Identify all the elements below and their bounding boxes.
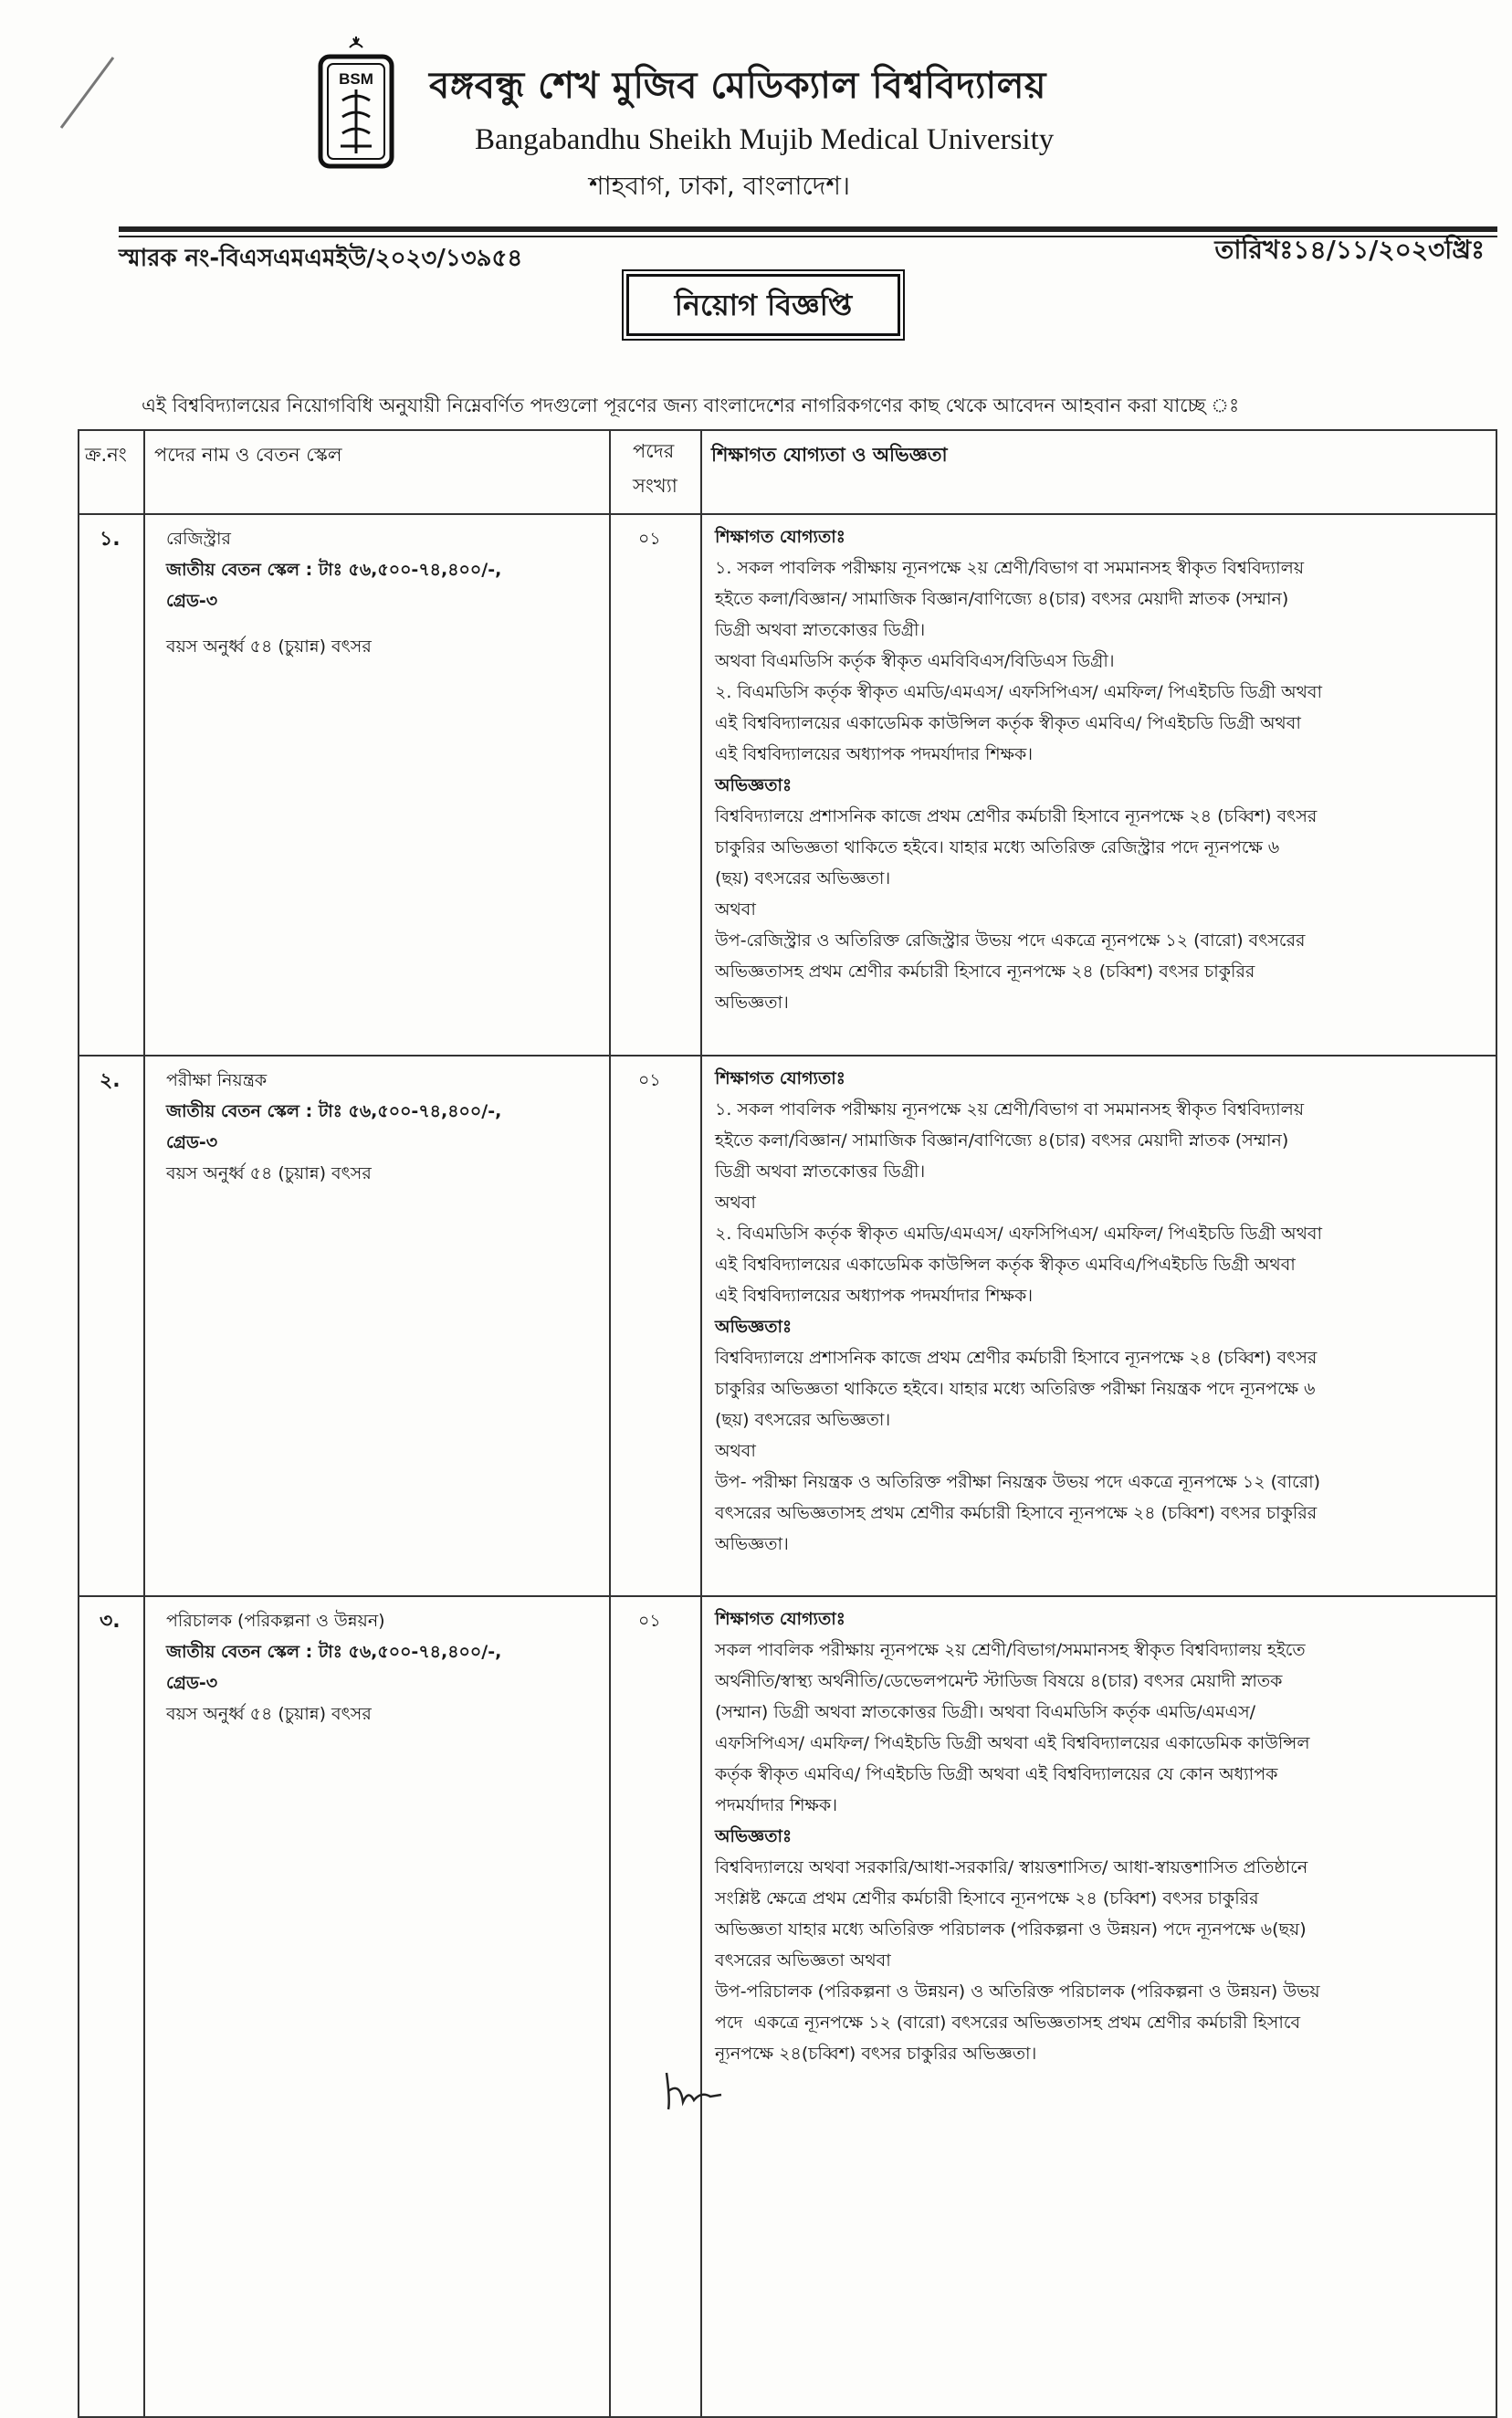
university-address: শাহবাগ, ঢাকা, বাংলাদেশ। bbox=[589, 171, 850, 201]
qualification-line: কর্তৃক স্বীকৃত এমবিএ/ পিএইচডি ডিগ্রী অথবা এই বিশ্ববিদ্যালয়ের যে কোন অধ্যাপক bbox=[715, 1764, 1278, 1784]
qualification-line: চাকুরির অভিজ্ঞতা থাকিতে হইবে। যাহার মধ্যে অতিরিক্ত রেজিস্ট্রার পদে ন্যূনপক্ষে ৬ bbox=[715, 837, 1280, 857]
university-logo bbox=[315, 37, 397, 173]
qualification-line: অভিজ্ঞতাসহ প্রথম শ্রেণীর কর্মচারী হিসাবে ন্যূনপক্ষে ২৪ (চব্বিশ) বৎসর চাকুরির bbox=[715, 962, 1255, 982]
qualification-line: শিক্ষাগত যোগ্যতাঃ bbox=[715, 1068, 845, 1088]
qualification-line: উপ-রেজিস্ট্রার ও অতিরিক্ত রেজিস্ট্রার উভয় পদে একত্রে ন্যূনপক্ষে ১২ (বারো) বৎসরের bbox=[715, 930, 1306, 951]
pay-scale: জাতীয় বেতন স্কেল : টাঃ ৫৬,৫০০-৭৪,৪০০/-, bbox=[166, 1101, 502, 1121]
pay-scale: জাতীয় বেতন স্কেল : টাঃ ৫৬,৫০০-৭৪,৪০০/-, bbox=[166, 560, 502, 580]
qualification-line: উপ-পরিচালক (পরিকল্পনা ও উন্নয়ন) ও অতিরিক্ত পরিচালক (পরিকল্পনা ও উন্নয়ন) উভয় bbox=[715, 1982, 1320, 2002]
post-name: রেজিস্ট্রার bbox=[166, 529, 231, 549]
memo-number: স্মারক নং-বিএসএমএমইউ/২০২৩/১৩৯৫৪ bbox=[119, 245, 523, 272]
logo-text: BSM bbox=[339, 70, 373, 88]
qualification-line: এই বিশ্ববিদ্যালয়ের একাডেমিক কাউন্সিল কর্তৃক স্বীকৃত এমবিএ/ পিএইচডি ডিগ্রী অথবা bbox=[715, 713, 1301, 733]
qualification-line: ২. বিএমডিসি কর্তৃক স্বীকৃত এমডি/এমএস/ এফসিপিএস/ এমফিল/ পিএইচডি ডিগ্রী অথবা bbox=[715, 1224, 1323, 1244]
header-qualification: শিক্ষাগত যোগ্যতা ও অভিজ্ঞতা bbox=[711, 444, 948, 466]
qualification-line: ডিগ্রী অথবা স্নাতকোত্তর ডিগ্রী। bbox=[715, 1162, 926, 1182]
qualification-line: হইতে কলা/বিজ্ঞান/ সামাজিক বিজ্ঞান/বাণিজ্যে ৪(চার) বৎসর মেয়াদী স্নাতক (সম্মান) bbox=[715, 1130, 1289, 1151]
age-limit: বয়স অনুর্ধ্ব ৫৪ (চুয়ান্ন) বৎসর bbox=[166, 1704, 372, 1724]
qualification-line: অথবা bbox=[715, 1441, 756, 1461]
row-divider bbox=[79, 1595, 1496, 1597]
header-serial: ক্র.নং bbox=[85, 444, 127, 466]
row-serial: ১. bbox=[100, 528, 121, 551]
qualification-line: সংশ্লিষ্ট ক্ষেত্রে প্রথম শ্রেণীর কর্মচারী হিসাবে ন্যূনপক্ষে ২৪ (চব্বিশ) বৎসর চাকুরির bbox=[715, 1888, 1259, 1908]
grade: গ্রেড-৩ bbox=[166, 1673, 218, 1693]
qualification-line: ১. সকল পাবলিক পরীক্ষায় ন্যূনপক্ষে ২য় শ্রেণী/বিভাগ বা সমমানসহ স্বীকৃত বিশ্ববিদ্যালয় bbox=[715, 558, 1305, 578]
notice-date: তারিখঃ১৪/১১/২০২৩খ্রিঃ bbox=[1214, 235, 1485, 265]
qualification-line: এই বিশ্ববিদ্যালয়ের অধ্যাপক পদমর্যাদার শিক্ষক। bbox=[715, 744, 1034, 764]
qualification-line: সকল পাবলিক পরীক্ষায় ন্যূনপক্ষে ২য় শ্রেণী/বিভাগ/সমমানসহ স্বীকৃত বিশ্ববিদ্যালয় হইতে bbox=[715, 1640, 1306, 1660]
pen-stroke-mark bbox=[57, 50, 121, 132]
row-serial: ২. bbox=[100, 1069, 121, 1092]
qualification-line: অথবা bbox=[715, 899, 756, 920]
notice-title: নিয়োগ বিজ্ঞপ্তি bbox=[626, 274, 900, 336]
qualification-line: অথবা বিএমডিসি কর্তৃক স্বীকৃত এমবিবিএস/বিডিএস ডিগ্রী। bbox=[715, 651, 1115, 671]
qualification-line: বৎসরের অভিজ্ঞতাসহ প্রথম শ্রেণীর কর্মচারী হিসাবে ন্যূনপক্ষে ২৪ (চব্বিশ) বৎসর চাকুরির bbox=[715, 1503, 1318, 1523]
post-count: ০১ bbox=[638, 1611, 661, 1631]
post-name: পরীক্ষা নিয়ন্ত্রক bbox=[166, 1070, 268, 1090]
header-row-divider bbox=[79, 513, 1496, 515]
qualification-line: অভিজ্ঞতাঃ bbox=[715, 1826, 793, 1846]
header-post: পদের নাম ও বেতন স্কেল bbox=[154, 444, 342, 466]
post-count: ০১ bbox=[638, 1070, 661, 1090]
qualification-line: বিশ্ববিদ্যালয়ে প্রশাসনিক কাজে প্রথম শ্রেণীর কর্মচারী হিসাবে ন্যূনপক্ষে ২৪ (চব্বিশ) বৎসর bbox=[715, 1348, 1318, 1368]
header-count-line1: পদের bbox=[633, 440, 675, 462]
qualification-line: উপ- পরীক্ষা নিয়ন্ত্রক ও অতিরিক্ত পরীক্ষা নিয়ন্ত্রক উভয় পদে একত্রে ন্যূনপক্ষে ১২ (বারো) bbox=[715, 1472, 1321, 1492]
university-name-bn: বঙ্গবন্ধু শেখ মুজিব মেডিক্যাল বিশ্ববিদ্যালয় bbox=[429, 65, 1046, 107]
grade: গ্রেড-৩ bbox=[166, 1132, 218, 1152]
qualification-line: ন্যূনপক্ষে ২৪(চব্বিশ) বৎসর চাকুরির অভিজ্ঞতা। bbox=[715, 2044, 1037, 2064]
qualification-line: অভিজ্ঞতা যাহার মধ্যে অতিরিক্ত পরিচালক (পরিকল্পনা ও উন্নয়ন) পদে ন্যূনপক্ষে ৬(ছয়) bbox=[715, 1919, 1307, 1940]
qualification-line: অথবা bbox=[715, 1193, 756, 1213]
qualification-line: অভিজ্ঞতা। bbox=[715, 993, 789, 1013]
qualification-line: এই বিশ্ববিদ্যালয়ের একাডেমিক কাউন্সিল কর্তৃক স্বীকৃত এমবিএ/পিএইচডি ডিগ্রী অথবা bbox=[715, 1255, 1296, 1275]
qualification-line: বিশ্ববিদ্যালয়ে প্রশাসনিক কাজে প্রথম শ্রেণীর কর্মচারী হিসাবে ন্যূনপক্ষে ২৪ (চব্বিশ) বৎসর bbox=[715, 806, 1318, 826]
qualification-line: শিক্ষাগত যোগ্যতাঃ bbox=[715, 527, 845, 547]
qualification-line: বিশ্ববিদ্যালয়ে অথবা সরকারি/আধা-সরকারি/ স্বায়ত্তশাসিত/ আধা-স্বায়ত্তশাসিত প্রতিষ্ঠানে bbox=[715, 1857, 1308, 1877]
qualification-line: অভিজ্ঞতা। bbox=[715, 1534, 789, 1554]
header-count-line2: সংখ্যা bbox=[633, 475, 677, 497]
pay-scale: জাতীয় বেতন স্কেল : টাঃ ৫৬,৫০০-৭৪,৪০০/-, bbox=[166, 1642, 502, 1662]
qualification-line: অভিজ্ঞতাঃ bbox=[715, 775, 793, 795]
qualification-line: পদমর্যাদার শিক্ষক। bbox=[715, 1795, 838, 1815]
qualification-line: শিক্ষাগত যোগ্যতাঃ bbox=[715, 1609, 845, 1629]
grade: গ্রেড-৩ bbox=[166, 591, 218, 611]
qualification-line: (ছয়) বৎসরের অভিজ্ঞতা। bbox=[715, 868, 891, 888]
qualification-line: চাকুরির অভিজ্ঞতা থাকিতে হইবে। যাহার মধ্যে অতিরিক্ত পরীক্ষা নিয়ন্ত্রক পদে ন্যূনপক্ষে ৬ bbox=[715, 1379, 1316, 1399]
row-divider bbox=[79, 1055, 1496, 1057]
post-count: ০১ bbox=[638, 529, 661, 549]
signature bbox=[657, 2064, 767, 2118]
post-name: পরিচালক (পরিকল্পনা ও উন্নয়ন) bbox=[166, 1611, 385, 1631]
qualification-line: এই বিশ্ববিদ্যালয়ের অধ্যাপক পদমর্যাদার শিক্ষক। bbox=[715, 1286, 1034, 1306]
qualification-line: ১. সকল পাবলিক পরীক্ষায় ন্যূনপক্ষে ২য় শ্রেণী/বিভাগ বা সমমানসহ স্বীকৃত বিশ্ববিদ্যালয় bbox=[715, 1099, 1305, 1120]
qualification-line: (ছয়) বৎসরের অভিজ্ঞতা। bbox=[715, 1410, 891, 1430]
column-divider bbox=[143, 431, 145, 2416]
qualification-line: অর্থনীতি/স্বাস্থ্য অর্থনীতি/ডেভেলপমেন্ট স্টাডিজ বিষয়ে ৪(চার) বৎসর মেয়াদী স্নাতক bbox=[715, 1671, 1283, 1691]
column-divider bbox=[609, 431, 611, 2416]
age-limit: বয়স অনুর্ধ্ব ৫৪ (চুয়ান্ন) বৎসর bbox=[166, 636, 372, 657]
age-limit: বয়স অনুর্ধ্ব ৫৪ (চুয়ান্ন) বৎসর bbox=[166, 1163, 372, 1183]
qualification-line: হইতে কলা/বিজ্ঞান/ সামাজিক বিজ্ঞান/বাণিজ্যে ৪(চার) বৎসর মেয়াদী স্নাতক (সম্মান) bbox=[715, 589, 1289, 609]
university-name-en: Bangabandhu Sheikh Mujib Medical University bbox=[475, 123, 1055, 156]
qualification-line: ডিগ্রী অথবা স্নাতকোত্তর ডিগ্রী। bbox=[715, 620, 926, 640]
qualification-line: এফসিপিএস/ এমফিল/ পিএইচডি ডিগ্রী অথবা এই বিশ্ববিদ্যালয়ের একাডেমিক কাউন্সিল bbox=[715, 1733, 1310, 1753]
qualification-line: বৎসরের অভিজ্ঞতা অথবা bbox=[715, 1950, 891, 1971]
recruitment-table bbox=[78, 429, 1497, 2418]
qualification-line: পদে একত্রে ন্যূনপক্ষে ১২ (বারো) বৎসরের অভিজ্ঞতাসহ প্রথম শ্রেণীর কর্মচারী হিসাবে bbox=[715, 2013, 1301, 2033]
intro-paragraph: এই বিশ্ববিদ্যালয়ের নিয়োগবিধি অনুযায়ী নিম্নেবর্ণিত পদগুলো পূরণের জন্য বাংলাদেশের নাগরিকগণের কাছ থেকে আবেদন আহবান করা যাচ্ছে ঃ bbox=[142, 394, 1240, 416]
qualification-line: ২. বিএমডিসি কর্তৃক স্বীকৃত এমডি/এমএস/ এফসিপিএস/ এমফিল/ পিএইচডি ডিগ্রী অথবা bbox=[715, 682, 1323, 702]
row-serial: ৩. bbox=[100, 1610, 121, 1633]
qualification-line: অভিজ্ঞতাঃ bbox=[715, 1317, 793, 1337]
qualification-line: (সম্মান) ডিগ্রী অথবা স্নাতকোত্তর ডিগ্রী। অথবা বিএমডিসি কর্তৃক এমডি/এমএস/ bbox=[715, 1702, 1256, 1722]
